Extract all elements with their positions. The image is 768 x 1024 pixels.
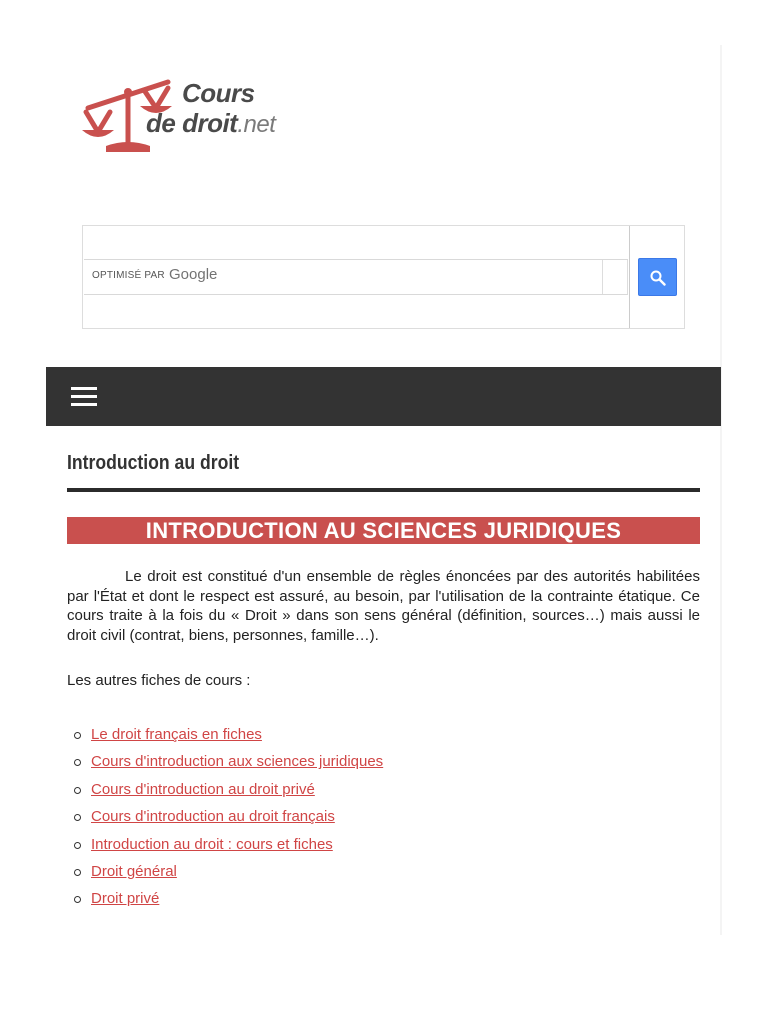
logo-text-tld: .net [237,111,276,138]
google-logo: Google [169,266,218,283]
menu-icon[interactable] [71,387,97,407]
search-divider [629,226,630,328]
course-link[interactable]: Introduction au droit : cours et fiches [91,835,333,853]
page-title: Introduction au droit [67,452,240,474]
search-button[interactable] [638,258,677,296]
list-item [91,725,383,752]
search-field-edge [627,260,628,294]
list-item [91,807,383,834]
intro-paragraph: Le droit est constitué d'un ensemble de règles énoncées par des autorités habilitées par l'État et dont le respect est assuré, au besoin, par l'utilisation de la contrainte étatique. Ce cours traite à la fois du « Droit » dans son sens général (définition, sources…) mais aussi le droit civil (contrat, biens, personnes, famille…). [67,568,700,644]
page-edge [720,45,722,935]
course-link[interactable]: Droit privé [91,890,160,908]
list-item [91,752,383,779]
course-link[interactable]: Le droit français en fiches [91,726,262,743]
course-link[interactable]: Cours d'introduction au droit privé [91,780,315,798]
course-link[interactable]: Cours d'introduction aux sciences juridiques [91,753,384,771]
search-clear-divider [602,260,603,294]
search-powered-by: OPTIMISÉ PAR [92,270,165,281]
course-links-list [67,725,383,917]
search-icon [650,270,666,286]
list-item [91,780,383,807]
logo-text-line2 [146,108,275,140]
logo-text-line1: Cours [182,78,255,108]
title-divider [67,488,700,492]
logo-text-main: de droit [146,108,238,138]
other-courses-label: Les autres fiches de cours : [67,672,251,689]
search-input[interactable] [84,259,628,295]
section-banner: INTRODUCTION AU SCIENCES JURIDIQUES [67,517,700,544]
course-link[interactable]: Cours d'introduction au droit français [91,808,335,826]
list-item [91,862,383,889]
list-item [91,889,383,916]
site-logo[interactable] [80,68,310,160]
main-navbar [46,367,721,426]
course-link[interactable]: Droit général [91,862,177,880]
list-item [91,835,383,862]
